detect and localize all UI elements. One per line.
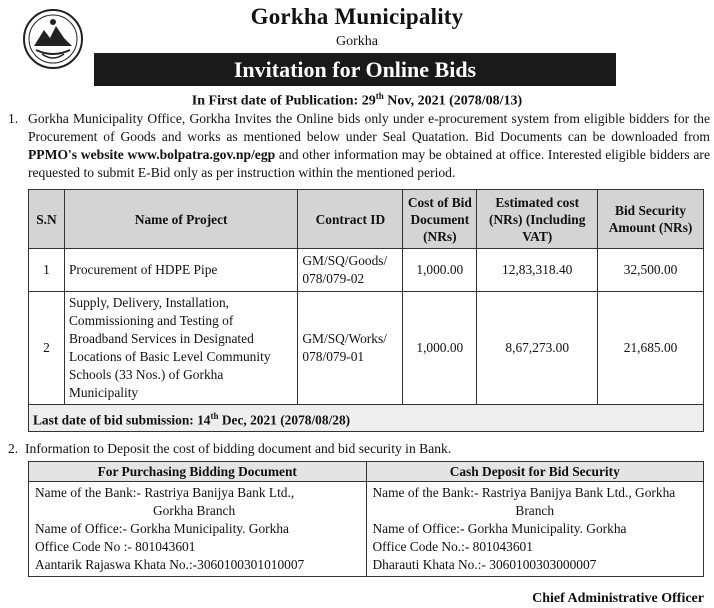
col-header-security: Bid Security Amount (NRs) [598, 190, 704, 249]
signature-title: Chief Administrative Officer [532, 591, 704, 606]
last-date-submission: Last date of bid submission: 14th Dec, 2021 (2078/08/28) [29, 405, 704, 432]
left-office-name: Name of Office:- Gorkha Municipality. Gorkha [35, 521, 289, 536]
cell-doc-cost: 1,000.00 [403, 292, 477, 405]
org-name: Gorkha Municipality [250, 4, 464, 29]
org-location: Gorkha [336, 34, 378, 49]
intro-paragraph: 1. Gorkha Municipality Office, Gorkha Invites the Online bids only under e-procurement system from eligible bidders for the Procurement of Goods and works as mentioned below under Seal Quatation. Bid Documents can be downloaded from PPMO's website www.bolpatra.gov.np/egp and other information may be obtained at office. Interested eligible bidders are requested to submit E-Bid only as per instruction within the mentioned period. [8, 111, 710, 180]
last-date-row [29, 405, 704, 432]
left-office-code: Office Code No :- 801043601 [35, 539, 196, 554]
cell-doc-cost: 1,000.00 [403, 249, 477, 292]
table-row [29, 249, 704, 292]
cell-est-cost: 8,67,273.00 [477, 292, 598, 405]
bank-info-paragraph: 2. Information to Deposit the cost of bidding document and bid security in Bank. [8, 441, 452, 456]
publication-date: In First date of Publication: 29th Nov, 2021 (2078/08/13) [191, 91, 523, 109]
col-header-contract-id: Contract ID [298, 190, 403, 249]
cell-sn: 2 [29, 292, 65, 405]
bank-right-details [366, 482, 704, 577]
cell-sn: 1 [29, 249, 65, 292]
cell-security: 21,685.00 [598, 292, 704, 405]
bank-deposit-table [28, 461, 704, 577]
right-office-name: Name of Office:- Gorkha Municipality. Gorkha [372, 521, 627, 536]
cell-project: Procurement of HDPE Pipe [64, 249, 297, 292]
bid-portal-link[interactable]: PPMO's website www.bolpatra.gov.np/egp [28, 147, 276, 162]
cell-est-cost: 12,83,318.40 [477, 249, 598, 292]
left-bank-branch: Gorkha Branch [153, 503, 236, 518]
table-header-row [29, 190, 704, 249]
right-office-code: Office Code No.:- 801043601 [372, 539, 533, 554]
bank-left-header: For Purchasing Bidding Document [29, 462, 367, 482]
cell-contract-id: GM/SQ/Goods/ 078/079-02 [298, 249, 403, 292]
table-row [29, 292, 704, 405]
left-khata-no: Aantarik Rajaswa Khata No.:-3060100301010007 [35, 557, 305, 572]
col-header-est-cost: Estimated cost (NRs) (Including VAT) [477, 190, 598, 249]
col-header-sn: S.N [29, 190, 65, 249]
cell-contract-id: GM/SQ/Works/ 078/079-01 [298, 292, 403, 405]
left-bank-name: Name of the Bank:- Rastriya Banijya Bank Ltd., [35, 485, 295, 500]
cell-project: Supply, Delivery, Installation, Commissioning and Testing of Broadband Services in Designated Locations of Basic Level Community Schools (33 Nos.) of Gorkha Municipality [64, 292, 297, 405]
bank-right-header: Cash Deposit for Bid Security [366, 462, 704, 482]
right-bank-name: Name of the Bank:- Rastriya Banijya Bank Ltd., Gorkha [372, 485, 676, 500]
right-bank-branch: Branch [515, 503, 555, 518]
right-khata-no: Dharauti Khata No.:- 3060100303000007 [372, 557, 597, 572]
bank-left-details [29, 482, 367, 577]
bids-table [28, 189, 704, 432]
cell-security: 32,500.00 [598, 249, 704, 292]
col-header-doc-cost: Cost of Bid Document (NRs) [403, 190, 477, 249]
notice-title: Invitation for Online Bids [94, 53, 616, 86]
col-header-project: Name of Project [64, 190, 297, 249]
